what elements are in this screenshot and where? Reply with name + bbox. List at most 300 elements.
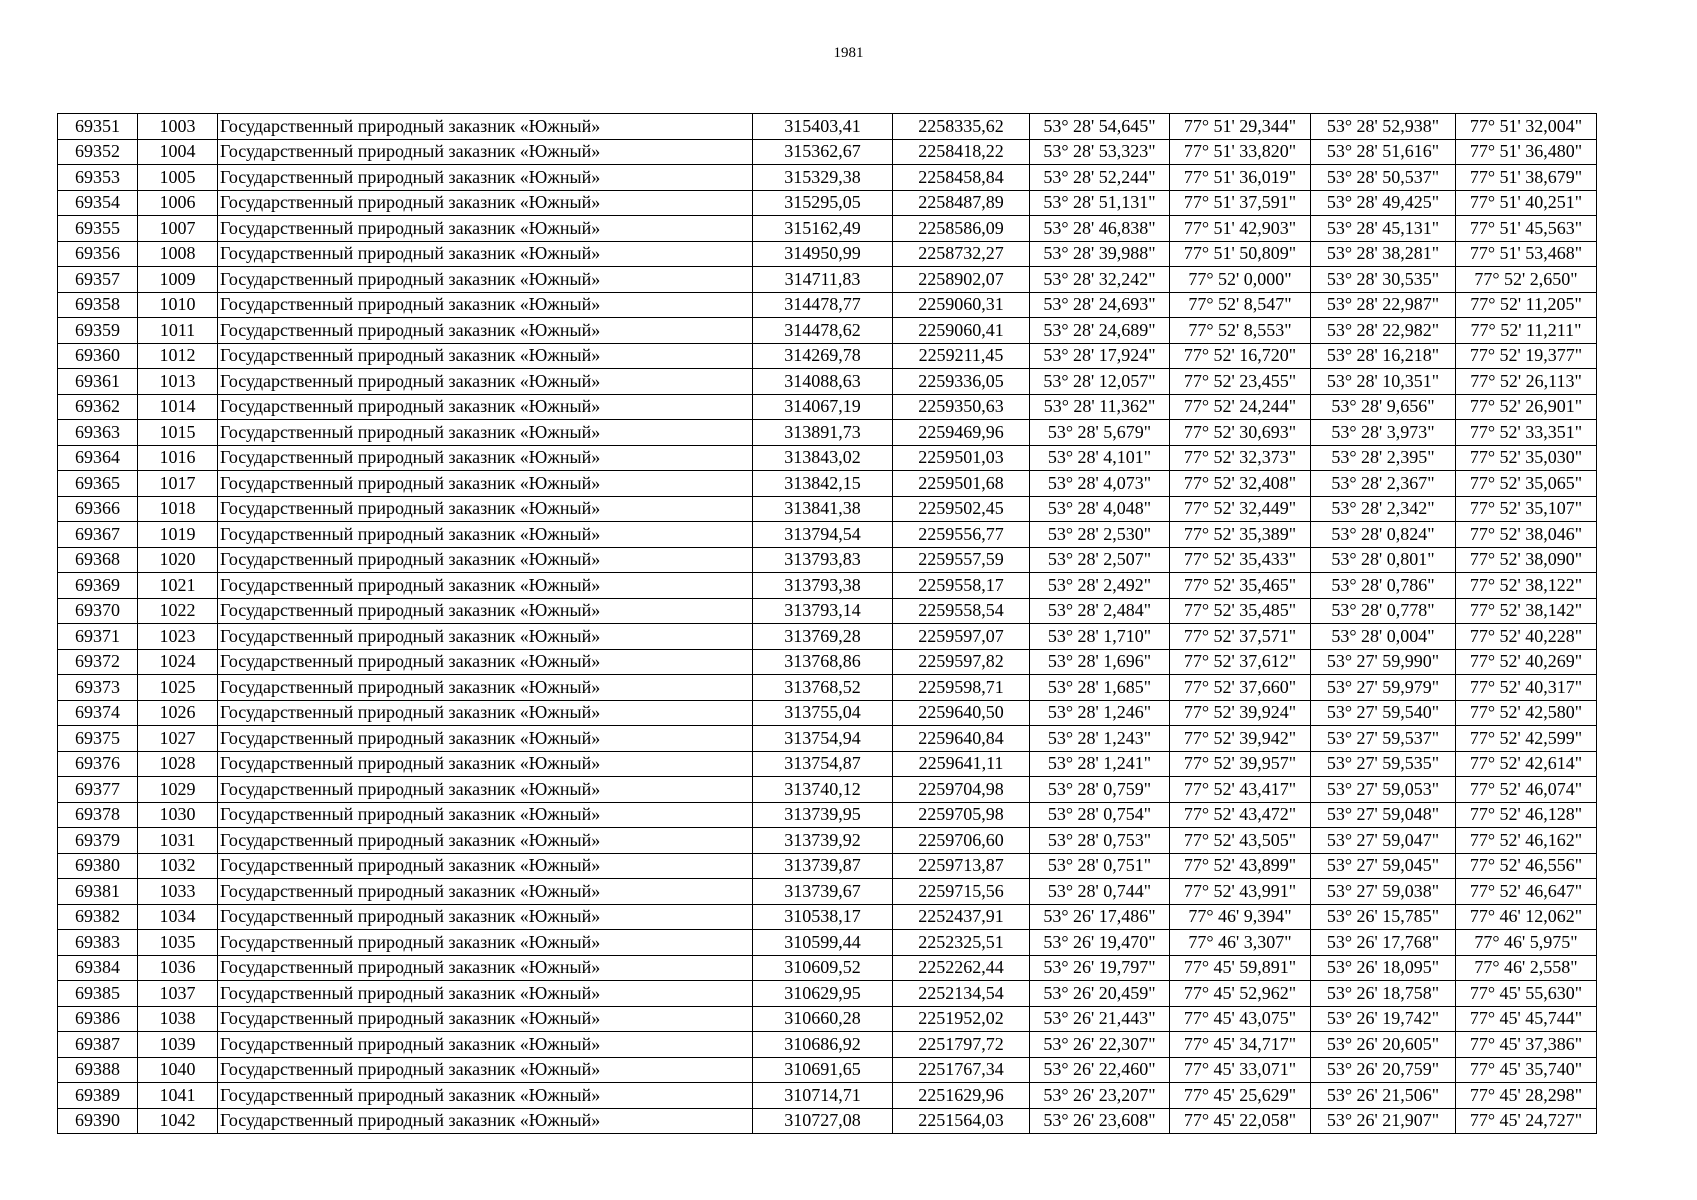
x-coordinate-cell: 313740,12 bbox=[753, 777, 893, 803]
point-number-cell: 1017 bbox=[138, 471, 218, 497]
object-name-cell: Государственный природный заказник «Южный» bbox=[218, 675, 753, 701]
point-number-cell: 1039 bbox=[138, 1032, 218, 1058]
latitude-1-cell: 53° 28' 39,988" bbox=[1030, 241, 1170, 267]
longitude-2-cell: 77° 52' 38,122" bbox=[1456, 573, 1597, 599]
record-number-cell: 69361 bbox=[58, 369, 138, 395]
record-number-cell: 69381 bbox=[58, 879, 138, 905]
record-number-cell: 69362 bbox=[58, 394, 138, 420]
y-coordinate-cell: 2251797,72 bbox=[893, 1032, 1030, 1058]
table-row bbox=[58, 1006, 1597, 1032]
table-row bbox=[58, 675, 1597, 701]
object-name-cell: Государственный природный заказник «Южный» bbox=[218, 981, 753, 1007]
longitude-1-cell: 77° 52' 37,612" bbox=[1170, 649, 1311, 675]
latitude-2-cell: 53° 26' 20,605" bbox=[1311, 1032, 1456, 1058]
latitude-2-cell: 53° 26' 20,759" bbox=[1311, 1057, 1456, 1083]
point-number-cell: 1033 bbox=[138, 879, 218, 905]
longitude-1-cell: 77° 51' 36,019" bbox=[1170, 165, 1311, 191]
latitude-1-cell: 53° 28' 2,507" bbox=[1030, 547, 1170, 573]
table-row bbox=[58, 802, 1597, 828]
longitude-1-cell: 77° 52' 23,455" bbox=[1170, 369, 1311, 395]
latitude-2-cell: 53° 26' 18,758" bbox=[1311, 981, 1456, 1007]
y-coordinate-cell: 2259713,87 bbox=[893, 853, 1030, 879]
x-coordinate-cell: 313768,86 bbox=[753, 649, 893, 675]
point-number-cell: 1019 bbox=[138, 522, 218, 548]
longitude-2-cell: 77° 45' 37,386" bbox=[1456, 1032, 1597, 1058]
x-coordinate-cell: 313841,38 bbox=[753, 496, 893, 522]
latitude-2-cell: 53° 28' 38,281" bbox=[1311, 241, 1456, 267]
table-row bbox=[58, 267, 1597, 293]
longitude-2-cell: 77° 52' 11,211" bbox=[1456, 318, 1597, 344]
table-row bbox=[58, 981, 1597, 1007]
point-number-cell: 1041 bbox=[138, 1083, 218, 1109]
record-number-cell: 69359 bbox=[58, 318, 138, 344]
latitude-2-cell: 53° 26' 17,768" bbox=[1311, 930, 1456, 956]
x-coordinate-cell: 313793,83 bbox=[753, 547, 893, 573]
longitude-1-cell: 77° 52' 35,465" bbox=[1170, 573, 1311, 599]
x-coordinate-cell: 313739,92 bbox=[753, 828, 893, 854]
y-coordinate-cell: 2259706,60 bbox=[893, 828, 1030, 854]
latitude-2-cell: 53° 28' 22,982" bbox=[1311, 318, 1456, 344]
latitude-2-cell: 53° 28' 49,425" bbox=[1311, 190, 1456, 216]
table-row bbox=[58, 318, 1597, 344]
latitude-2-cell: 53° 28' 22,987" bbox=[1311, 292, 1456, 318]
record-number-cell: 69364 bbox=[58, 445, 138, 471]
y-coordinate-cell: 2259557,59 bbox=[893, 547, 1030, 573]
object-name-cell: Государственный природный заказник «Южный» bbox=[218, 318, 753, 344]
y-coordinate-cell: 2259558,17 bbox=[893, 573, 1030, 599]
table-row bbox=[58, 165, 1597, 191]
longitude-2-cell: 77° 45' 45,744" bbox=[1456, 1006, 1597, 1032]
point-number-cell: 1034 bbox=[138, 904, 218, 930]
latitude-2-cell: 53° 27' 59,045" bbox=[1311, 853, 1456, 879]
latitude-1-cell: 53° 28' 5,679" bbox=[1030, 420, 1170, 446]
latitude-1-cell: 53° 28' 4,101" bbox=[1030, 445, 1170, 471]
latitude-1-cell: 53° 28' 17,924" bbox=[1030, 343, 1170, 369]
table-row bbox=[58, 955, 1597, 981]
longitude-2-cell: 77° 51' 32,004" bbox=[1456, 114, 1597, 140]
latitude-1-cell: 53° 28' 1,241" bbox=[1030, 751, 1170, 777]
point-number-cell: 1021 bbox=[138, 573, 218, 599]
point-number-cell: 1015 bbox=[138, 420, 218, 446]
y-coordinate-cell: 2252262,44 bbox=[893, 955, 1030, 981]
y-coordinate-cell: 2259598,71 bbox=[893, 675, 1030, 701]
record-number-cell: 69380 bbox=[58, 853, 138, 879]
longitude-1-cell: 77° 52' 35,485" bbox=[1170, 598, 1311, 624]
object-name-cell: Государственный природный заказник «Южный» bbox=[218, 445, 753, 471]
x-coordinate-cell: 313739,95 bbox=[753, 802, 893, 828]
latitude-1-cell: 53° 28' 46,838" bbox=[1030, 216, 1170, 242]
x-coordinate-cell: 314478,62 bbox=[753, 318, 893, 344]
coordinates-table bbox=[57, 113, 1597, 1134]
table-row bbox=[58, 139, 1597, 165]
longitude-2-cell: 77° 51' 53,468" bbox=[1456, 241, 1597, 267]
latitude-2-cell: 53° 27' 59,540" bbox=[1311, 700, 1456, 726]
latitude-2-cell: 53° 26' 21,506" bbox=[1311, 1083, 1456, 1109]
latitude-2-cell: 53° 27' 59,979" bbox=[1311, 675, 1456, 701]
latitude-1-cell: 53° 28' 12,057" bbox=[1030, 369, 1170, 395]
latitude-1-cell: 53° 28' 0,754" bbox=[1030, 802, 1170, 828]
record-number-cell: 69353 bbox=[58, 165, 138, 191]
latitude-1-cell: 53° 28' 2,530" bbox=[1030, 522, 1170, 548]
x-coordinate-cell: 313794,54 bbox=[753, 522, 893, 548]
point-number-cell: 1004 bbox=[138, 139, 218, 165]
table-row bbox=[58, 828, 1597, 854]
object-name-cell: Государственный природный заказник «Южный» bbox=[218, 1032, 753, 1058]
longitude-2-cell: 77° 52' 46,162" bbox=[1456, 828, 1597, 854]
longitude-2-cell: 77° 51' 38,679" bbox=[1456, 165, 1597, 191]
latitude-1-cell: 53° 28' 24,689" bbox=[1030, 318, 1170, 344]
y-coordinate-cell: 2259704,98 bbox=[893, 777, 1030, 803]
point-number-cell: 1005 bbox=[138, 165, 218, 191]
record-number-cell: 69378 bbox=[58, 802, 138, 828]
longitude-2-cell: 77° 46' 2,558" bbox=[1456, 955, 1597, 981]
longitude-1-cell: 77° 45' 43,075" bbox=[1170, 1006, 1311, 1032]
longitude-1-cell: 77° 45' 34,717" bbox=[1170, 1032, 1311, 1058]
y-coordinate-cell: 2259597,07 bbox=[893, 624, 1030, 650]
object-name-cell: Государственный природный заказник «Южный» bbox=[218, 522, 753, 548]
longitude-2-cell: 77° 52' 26,113" bbox=[1456, 369, 1597, 395]
latitude-2-cell: 53° 28' 52,938" bbox=[1311, 114, 1456, 140]
y-coordinate-cell: 2251564,03 bbox=[893, 1108, 1030, 1134]
table-row bbox=[58, 573, 1597, 599]
object-name-cell: Государственный природный заказник «Южный» bbox=[218, 955, 753, 981]
y-coordinate-cell: 2252134,54 bbox=[893, 981, 1030, 1007]
table-row bbox=[58, 853, 1597, 879]
latitude-1-cell: 53° 28' 54,645" bbox=[1030, 114, 1170, 140]
object-name-cell: Государственный природный заказник «Южный» bbox=[218, 598, 753, 624]
x-coordinate-cell: 313768,52 bbox=[753, 675, 893, 701]
latitude-2-cell: 53° 28' 0,801" bbox=[1311, 547, 1456, 573]
object-name-cell: Государственный природный заказник «Южный» bbox=[218, 190, 753, 216]
point-number-cell: 1029 bbox=[138, 777, 218, 803]
point-number-cell: 1007 bbox=[138, 216, 218, 242]
point-number-cell: 1010 bbox=[138, 292, 218, 318]
x-coordinate-cell: 313754,87 bbox=[753, 751, 893, 777]
y-coordinate-cell: 2259640,84 bbox=[893, 726, 1030, 752]
y-coordinate-cell: 2258335,62 bbox=[893, 114, 1030, 140]
record-number-cell: 69370 bbox=[58, 598, 138, 624]
latitude-2-cell: 53° 28' 0,004" bbox=[1311, 624, 1456, 650]
latitude-2-cell: 53° 27' 59,537" bbox=[1311, 726, 1456, 752]
longitude-1-cell: 77° 52' 43,472" bbox=[1170, 802, 1311, 828]
table-row bbox=[58, 1083, 1597, 1109]
record-number-cell: 69388 bbox=[58, 1057, 138, 1083]
y-coordinate-cell: 2259640,50 bbox=[893, 700, 1030, 726]
longitude-2-cell: 77° 46' 12,062" bbox=[1456, 904, 1597, 930]
table-row bbox=[58, 700, 1597, 726]
table-row bbox=[58, 726, 1597, 752]
latitude-1-cell: 53° 26' 23,608" bbox=[1030, 1108, 1170, 1134]
x-coordinate-cell: 310599,44 bbox=[753, 930, 893, 956]
record-number-cell: 69375 bbox=[58, 726, 138, 752]
longitude-2-cell: 77° 52' 38,142" bbox=[1456, 598, 1597, 624]
point-number-cell: 1018 bbox=[138, 496, 218, 522]
longitude-1-cell: 77° 46' 3,307" bbox=[1170, 930, 1311, 956]
y-coordinate-cell: 2258586,09 bbox=[893, 216, 1030, 242]
point-number-cell: 1006 bbox=[138, 190, 218, 216]
longitude-1-cell: 77° 45' 52,962" bbox=[1170, 981, 1311, 1007]
record-number-cell: 69360 bbox=[58, 343, 138, 369]
table-row bbox=[58, 190, 1597, 216]
longitude-1-cell: 77° 52' 39,924" bbox=[1170, 700, 1311, 726]
latitude-2-cell: 53° 28' 50,537" bbox=[1311, 165, 1456, 191]
longitude-2-cell: 77° 45' 28,298" bbox=[1456, 1083, 1597, 1109]
longitude-2-cell: 77° 52' 19,377" bbox=[1456, 343, 1597, 369]
y-coordinate-cell: 2251952,02 bbox=[893, 1006, 1030, 1032]
latitude-1-cell: 53° 28' 4,073" bbox=[1030, 471, 1170, 497]
y-coordinate-cell: 2259501,68 bbox=[893, 471, 1030, 497]
longitude-1-cell: 77° 52' 35,389" bbox=[1170, 522, 1311, 548]
record-number-cell: 69371 bbox=[58, 624, 138, 650]
y-coordinate-cell: 2259350,63 bbox=[893, 394, 1030, 420]
latitude-2-cell: 53° 26' 15,785" bbox=[1311, 904, 1456, 930]
record-number-cell: 69379 bbox=[58, 828, 138, 854]
y-coordinate-cell: 2259502,45 bbox=[893, 496, 1030, 522]
table-row bbox=[58, 904, 1597, 930]
longitude-2-cell: 77° 52' 35,107" bbox=[1456, 496, 1597, 522]
longitude-2-cell: 77° 52' 2,650" bbox=[1456, 267, 1597, 293]
longitude-1-cell: 77° 52' 32,373" bbox=[1170, 445, 1311, 471]
y-coordinate-cell: 2259597,82 bbox=[893, 649, 1030, 675]
table-row bbox=[58, 624, 1597, 650]
longitude-1-cell: 77° 52' 32,449" bbox=[1170, 496, 1311, 522]
longitude-2-cell: 77° 52' 40,269" bbox=[1456, 649, 1597, 675]
x-coordinate-cell: 310714,71 bbox=[753, 1083, 893, 1109]
x-coordinate-cell: 313739,87 bbox=[753, 853, 893, 879]
point-number-cell: 1003 bbox=[138, 114, 218, 140]
record-number-cell: 69382 bbox=[58, 904, 138, 930]
latitude-1-cell: 53° 28' 2,484" bbox=[1030, 598, 1170, 624]
record-number-cell: 69386 bbox=[58, 1006, 138, 1032]
longitude-1-cell: 77° 45' 33,071" bbox=[1170, 1057, 1311, 1083]
latitude-1-cell: 53° 26' 23,207" bbox=[1030, 1083, 1170, 1109]
longitude-2-cell: 77° 52' 26,901" bbox=[1456, 394, 1597, 420]
table-row bbox=[58, 649, 1597, 675]
point-number-cell: 1037 bbox=[138, 981, 218, 1007]
y-coordinate-cell: 2259556,77 bbox=[893, 522, 1030, 548]
record-number-cell: 69354 bbox=[58, 190, 138, 216]
table-row bbox=[58, 930, 1597, 956]
latitude-1-cell: 53° 28' 2,492" bbox=[1030, 573, 1170, 599]
longitude-1-cell: 77° 46' 9,394" bbox=[1170, 904, 1311, 930]
y-coordinate-cell: 2259060,31 bbox=[893, 292, 1030, 318]
longitude-1-cell: 77° 51' 33,820" bbox=[1170, 139, 1311, 165]
point-number-cell: 1026 bbox=[138, 700, 218, 726]
table-row bbox=[58, 547, 1597, 573]
record-number-cell: 69365 bbox=[58, 471, 138, 497]
longitude-2-cell: 77° 52' 46,647" bbox=[1456, 879, 1597, 905]
object-name-cell: Государственный природный заказник «Южный» bbox=[218, 496, 753, 522]
longitude-2-cell: 77° 52' 46,074" bbox=[1456, 777, 1597, 803]
table-body bbox=[58, 114, 1597, 1134]
y-coordinate-cell: 2259705,98 bbox=[893, 802, 1030, 828]
longitude-2-cell: 77° 52' 42,614" bbox=[1456, 751, 1597, 777]
latitude-1-cell: 53° 28' 0,751" bbox=[1030, 853, 1170, 879]
latitude-2-cell: 53° 28' 16,218" bbox=[1311, 343, 1456, 369]
longitude-2-cell: 77° 46' 5,975" bbox=[1456, 930, 1597, 956]
record-number-cell: 69367 bbox=[58, 522, 138, 548]
object-name-cell: Государственный природный заказник «Южный» bbox=[218, 394, 753, 420]
table-row bbox=[58, 598, 1597, 624]
latitude-2-cell: 53° 26' 18,095" bbox=[1311, 955, 1456, 981]
table-row bbox=[58, 471, 1597, 497]
longitude-2-cell: 77° 52' 33,351" bbox=[1456, 420, 1597, 446]
longitude-2-cell: 77° 52' 11,205" bbox=[1456, 292, 1597, 318]
latitude-1-cell: 53° 28' 53,323" bbox=[1030, 139, 1170, 165]
y-coordinate-cell: 2259060,41 bbox=[893, 318, 1030, 344]
x-coordinate-cell: 310629,95 bbox=[753, 981, 893, 1007]
record-number-cell: 69351 bbox=[58, 114, 138, 140]
x-coordinate-cell: 315362,67 bbox=[753, 139, 893, 165]
latitude-2-cell: 53° 28' 51,616" bbox=[1311, 139, 1456, 165]
table-row bbox=[58, 1108, 1597, 1134]
y-coordinate-cell: 2259336,05 bbox=[893, 369, 1030, 395]
x-coordinate-cell: 314067,19 bbox=[753, 394, 893, 420]
table-row bbox=[58, 445, 1597, 471]
record-number-cell: 69357 bbox=[58, 267, 138, 293]
latitude-1-cell: 53° 28' 32,242" bbox=[1030, 267, 1170, 293]
object-name-cell: Государственный природный заказник «Южный» bbox=[218, 420, 753, 446]
latitude-2-cell: 53° 26' 19,742" bbox=[1311, 1006, 1456, 1032]
latitude-1-cell: 53° 28' 11,362" bbox=[1030, 394, 1170, 420]
y-coordinate-cell: 2252437,91 bbox=[893, 904, 1030, 930]
point-number-cell: 1032 bbox=[138, 853, 218, 879]
object-name-cell: Государственный природный заказник «Южный» bbox=[218, 777, 753, 803]
table-row bbox=[58, 1032, 1597, 1058]
longitude-1-cell: 77° 51' 42,903" bbox=[1170, 216, 1311, 242]
latitude-1-cell: 53° 28' 1,246" bbox=[1030, 700, 1170, 726]
longitude-1-cell: 77° 52' 35,433" bbox=[1170, 547, 1311, 573]
table-row bbox=[58, 292, 1597, 318]
table-row bbox=[58, 751, 1597, 777]
longitude-1-cell: 77° 52' 43,505" bbox=[1170, 828, 1311, 854]
latitude-1-cell: 53° 28' 4,048" bbox=[1030, 496, 1170, 522]
table-row bbox=[58, 496, 1597, 522]
longitude-2-cell: 77° 52' 46,556" bbox=[1456, 853, 1597, 879]
longitude-1-cell: 77° 45' 59,891" bbox=[1170, 955, 1311, 981]
point-number-cell: 1027 bbox=[138, 726, 218, 752]
y-coordinate-cell: 2258418,22 bbox=[893, 139, 1030, 165]
latitude-2-cell: 53° 28' 45,131" bbox=[1311, 216, 1456, 242]
longitude-2-cell: 77° 51' 40,251" bbox=[1456, 190, 1597, 216]
object-name-cell: Государственный природный заказник «Южный» bbox=[218, 139, 753, 165]
longitude-2-cell: 77° 45' 55,630" bbox=[1456, 981, 1597, 1007]
latitude-2-cell: 53° 27' 59,053" bbox=[1311, 777, 1456, 803]
object-name-cell: Государственный природный заказник «Южный» bbox=[218, 802, 753, 828]
table-row bbox=[58, 522, 1597, 548]
longitude-2-cell: 77° 52' 38,090" bbox=[1456, 547, 1597, 573]
x-coordinate-cell: 313891,73 bbox=[753, 420, 893, 446]
x-coordinate-cell: 315403,41 bbox=[753, 114, 893, 140]
table-row bbox=[58, 343, 1597, 369]
longitude-2-cell: 77° 52' 35,065" bbox=[1456, 471, 1597, 497]
longitude-1-cell: 77° 52' 43,417" bbox=[1170, 777, 1311, 803]
longitude-1-cell: 77° 45' 22,058" bbox=[1170, 1108, 1311, 1134]
latitude-2-cell: 53° 28' 2,367" bbox=[1311, 471, 1456, 497]
longitude-2-cell: 77° 51' 45,563" bbox=[1456, 216, 1597, 242]
x-coordinate-cell: 310691,65 bbox=[753, 1057, 893, 1083]
point-number-cell: 1011 bbox=[138, 318, 218, 344]
point-number-cell: 1031 bbox=[138, 828, 218, 854]
object-name-cell: Государственный природный заказник «Южный» bbox=[218, 624, 753, 650]
latitude-2-cell: 53° 28' 0,778" bbox=[1311, 598, 1456, 624]
object-name-cell: Государственный природный заказник «Южный» bbox=[218, 726, 753, 752]
x-coordinate-cell: 310538,17 bbox=[753, 904, 893, 930]
record-number-cell: 69366 bbox=[58, 496, 138, 522]
record-number-cell: 69369 bbox=[58, 573, 138, 599]
x-coordinate-cell: 314478,77 bbox=[753, 292, 893, 318]
latitude-2-cell: 53° 28' 0,824" bbox=[1311, 522, 1456, 548]
longitude-1-cell: 77° 52' 39,957" bbox=[1170, 751, 1311, 777]
object-name-cell: Государственный природный заказник «Южный» bbox=[218, 165, 753, 191]
longitude-2-cell: 77° 52' 40,228" bbox=[1456, 624, 1597, 650]
latitude-1-cell: 53° 28' 1,710" bbox=[1030, 624, 1170, 650]
point-number-cell: 1023 bbox=[138, 624, 218, 650]
point-number-cell: 1008 bbox=[138, 241, 218, 267]
longitude-1-cell: 77° 45' 25,629" bbox=[1170, 1083, 1311, 1109]
longitude-2-cell: 77° 52' 46,128" bbox=[1456, 802, 1597, 828]
latitude-2-cell: 53° 28' 10,351" bbox=[1311, 369, 1456, 395]
record-number-cell: 69372 bbox=[58, 649, 138, 675]
y-coordinate-cell: 2258732,27 bbox=[893, 241, 1030, 267]
y-coordinate-cell: 2258458,84 bbox=[893, 165, 1030, 191]
longitude-1-cell: 77° 52' 16,720" bbox=[1170, 343, 1311, 369]
point-number-cell: 1028 bbox=[138, 751, 218, 777]
object-name-cell: Государственный природный заказник «Южный» bbox=[218, 1006, 753, 1032]
point-number-cell: 1012 bbox=[138, 343, 218, 369]
record-number-cell: 69387 bbox=[58, 1032, 138, 1058]
latitude-1-cell: 53° 28' 1,243" bbox=[1030, 726, 1170, 752]
longitude-2-cell: 77° 52' 42,580" bbox=[1456, 700, 1597, 726]
latitude-1-cell: 53° 28' 0,744" bbox=[1030, 879, 1170, 905]
table-row bbox=[58, 394, 1597, 420]
point-number-cell: 1022 bbox=[138, 598, 218, 624]
x-coordinate-cell: 313769,28 bbox=[753, 624, 893, 650]
longitude-1-cell: 77° 52' 30,693" bbox=[1170, 420, 1311, 446]
point-number-cell: 1040 bbox=[138, 1057, 218, 1083]
record-number-cell: 69352 bbox=[58, 139, 138, 165]
point-number-cell: 1036 bbox=[138, 955, 218, 981]
object-name-cell: Государственный природный заказник «Южный» bbox=[218, 292, 753, 318]
record-number-cell: 69368 bbox=[58, 547, 138, 573]
x-coordinate-cell: 314088,63 bbox=[753, 369, 893, 395]
latitude-2-cell: 53° 28' 30,535" bbox=[1311, 267, 1456, 293]
point-number-cell: 1009 bbox=[138, 267, 218, 293]
object-name-cell: Государственный природный заказник «Южный» bbox=[218, 751, 753, 777]
x-coordinate-cell: 313842,15 bbox=[753, 471, 893, 497]
longitude-2-cell: 77° 52' 42,599" bbox=[1456, 726, 1597, 752]
object-name-cell: Государственный природный заказник «Южный» bbox=[218, 879, 753, 905]
record-number-cell: 69390 bbox=[58, 1108, 138, 1134]
table-row bbox=[58, 879, 1597, 905]
y-coordinate-cell: 2258902,07 bbox=[893, 267, 1030, 293]
record-number-cell: 69389 bbox=[58, 1083, 138, 1109]
longitude-1-cell: 77° 52' 8,553" bbox=[1170, 318, 1311, 344]
record-number-cell: 69376 bbox=[58, 751, 138, 777]
x-coordinate-cell: 313843,02 bbox=[753, 445, 893, 471]
point-number-cell: 1020 bbox=[138, 547, 218, 573]
longitude-2-cell: 77° 45' 35,740" bbox=[1456, 1057, 1597, 1083]
latitude-1-cell: 53° 26' 19,797" bbox=[1030, 955, 1170, 981]
point-number-cell: 1042 bbox=[138, 1108, 218, 1134]
object-name-cell: Государственный природный заказник «Южный» bbox=[218, 904, 753, 930]
x-coordinate-cell: 310609,52 bbox=[753, 955, 893, 981]
object-name-cell: Государственный природный заказник «Южный» bbox=[218, 471, 753, 497]
table-row bbox=[58, 369, 1597, 395]
object-name-cell: Государственный природный заказник «Южный» bbox=[218, 241, 753, 267]
point-number-cell: 1016 bbox=[138, 445, 218, 471]
y-coordinate-cell: 2259501,03 bbox=[893, 445, 1030, 471]
